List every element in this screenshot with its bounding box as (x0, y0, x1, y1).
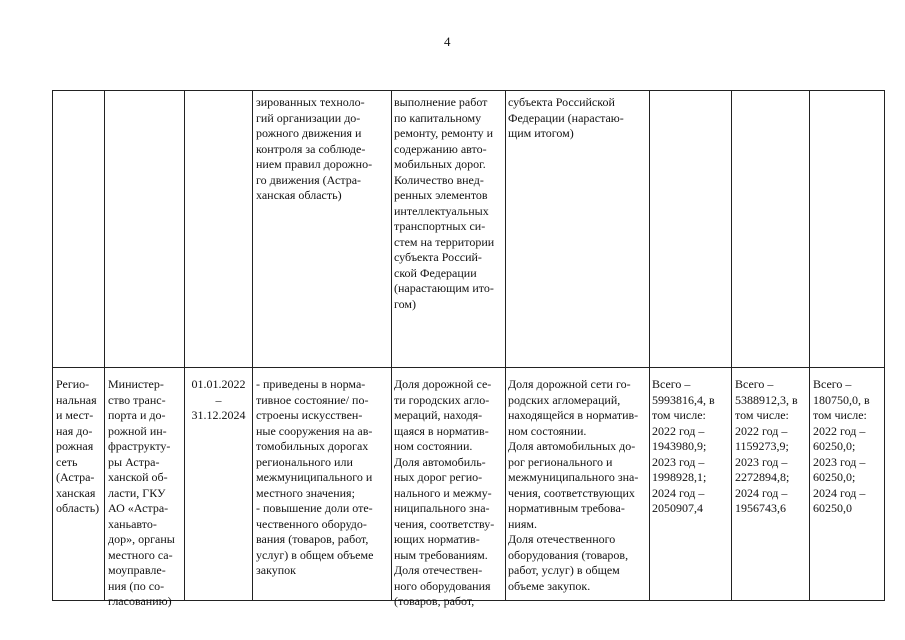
row1-activity-cell: зированных техноло- гий организации до- рожного движения и контроля за соблюде- нием правил дорожно- го движения (Астра- ханская область) (256, 95, 373, 202)
column-border (252, 90, 253, 601)
row2-funding-federal-cell: Всего – 5388912,3, в том числе: 2022 год – 1159273,9; 2023 год – 2272894,8; 2024 год – 1956743,6 (735, 377, 798, 515)
row2-period-cell: 01.01.2022 – 31.12.2024 (191, 377, 246, 422)
row2-funding-total-cell: Всего – 5993816,4, в том числе: 2022 год – 1943980,9; 2023 год – 1998928,1; 2024 год – 2050907,4 (652, 377, 715, 515)
row2-executor-cell: Министер- ство транс- порта и до- рожной ин- фраструкту- ры Астра- ханской об- ласти, ГКУ АО «Астра- ханьавто- дор», органы местного са- моуправле- ния (по со- гласованию) (108, 377, 175, 608)
table-top-border (52, 90, 884, 91)
row1-target-cell: субъекта Российской Федерации (нарастаю- щим итогом) (508, 95, 624, 140)
row2-indicator-cell: Доля дорожной се- ти городских агло- мераций, находя- щаяся в норматив- ном состоянии. Доля автомобиль- ных дорог регио- нального и межму- ниципального зна- чения, соответству- ющих норматив- ным требованиям. Доля отечествен- ного оборудования (товаров, работ, (394, 377, 495, 608)
column-border (809, 90, 810, 601)
column-border (731, 90, 732, 601)
column-border (649, 90, 650, 601)
column-border (505, 90, 506, 601)
column-border (184, 90, 185, 601)
page-number: 4 (444, 34, 451, 49)
row2-project-cell: Регио- нальная и мест- ная до- рожная сеть (Астра- ханская область) (56, 377, 100, 515)
row2-funding-regional-cell: Всего – 180750,0, в том числе: 2022 год – 60250,0; 2023 год – 60250,0; 2024 год – 60250,0 (813, 377, 870, 515)
column-border (884, 90, 885, 601)
column-border (52, 90, 53, 601)
row2-target-cell: Доля дорожной сети го- родских агломераций, находящейся в норматив- ном состоянии. Доля автомобильных до- рог регионального и межмуниципального зна- чения, соответствующих нормативным требова- ниям. Доля отечественного оборудования (товаров, работ, услуг) в общем объеме закупок. (508, 377, 639, 593)
column-border (391, 90, 392, 601)
row1-indicator-cell: выполнение работ по капитальному ремонту, ремонту и содержанию авто- мобильных дорог. Количество внед- ренных элементов интеллектуальных транспортных си- стем на территории субъекта Россий- ской Федерации (нарастающим ито- гом) (394, 95, 495, 311)
row-divider (52, 367, 884, 368)
row2-activity-cell: - приведены в норма- тивное состояние/ по- строены искусствен- ные сооружения на ав- томобильных дорогах регионального или межмуниципального и местного значения; - повышение доли оте- чественного оборудо- вания (товаров, работ, услуг) в общем объеме закупок (256, 377, 374, 577)
column-border (104, 90, 105, 601)
